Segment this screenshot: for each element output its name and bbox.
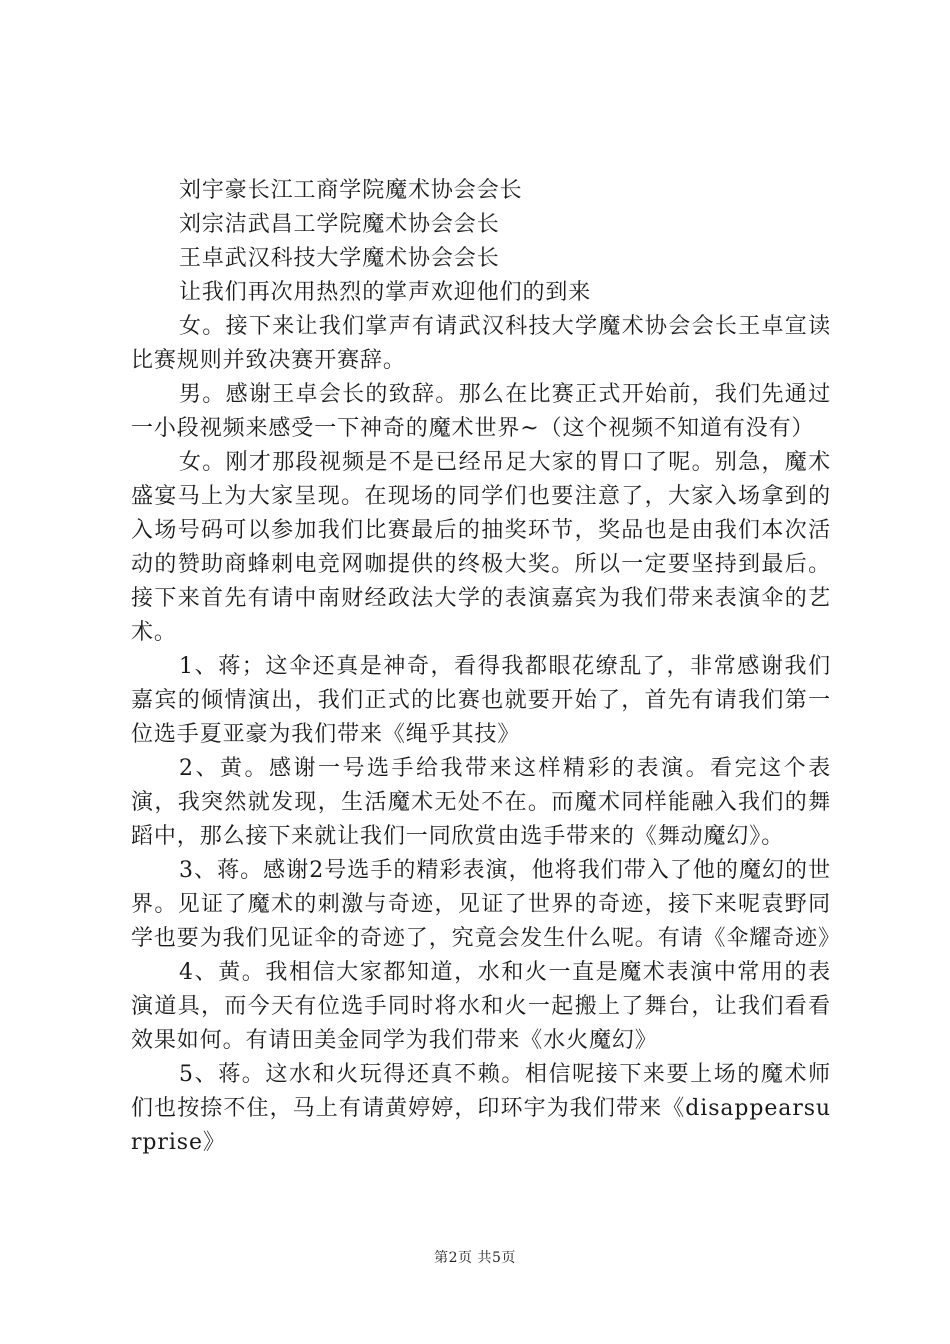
paragraph-10: 3、蒋。感谢2号选手的精彩表演，他将我们带入了他的魔幻的世界。见证了魔术的刺激与奇迹，见证了世界的奇迹，接下来呢袁野同学也要为我们见证伞的奇迹了，究竟会发生什么呢。有请《伞耀奇迹》 <box>131 858 841 951</box>
paragraph-8: 1、蒋；这伞还真是神奇，看得我都眼花缭乱了，非常感谢我们嘉宾的倾情演出，我们正式的比赛也就要开始了，首先有请我们第一位选手夏亚豪为我们带来《绳乎其技》 <box>131 654 831 747</box>
paragraph-12: 5、蒋。这水和火玩得还真不赖。相信呢接下来要上场的魔术师们也按捺不住，马上有请黄婷婷，印环宇为我们带来《disappearsurprise》 <box>131 1062 831 1155</box>
paragraph-2: 刘宗洁武昌工学院魔术协会会长 <box>179 212 500 237</box>
paragraph-9: 2、黄。感谢一号选手给我带来这样精彩的表演。看完这个表演，我突然就发现，生活魔术无处不在。而魔术同样能融入我们的舞蹈中，那么接下来就让我们一同欣赏由选手带来的《舞动魔幻》。 <box>131 756 831 849</box>
paragraph-4: 让我们再次用热烈的掌声欢迎他们的到来 <box>179 280 592 305</box>
paragraph-7: 女。刚才那段视频是不是已经吊足大家的胃口了呢。别急，魔术盛宴马上为大家呈现。在现场的同学们也要注意了，大家入场拿到的入场号码可以参加我们比赛最后的抽奖环节，奖品也是由我们本次活动的赞助商蜂刺电竞网咖提供的终极大奖。所以一定要坚持到最后。接下来首先有请中南财经政法大学的表演嘉宾为我们带来表演伞的艺术。 <box>131 450 831 645</box>
paragraph-11: 4、黄。我相信大家都知道，水和火一直是魔术表演中常用的表演道具，而今天有位选手同时将水和火一起搬上了舞台，让我们看看效果如何。有请田美金同学为我们带来《水火魔幻》 <box>131 960 831 1053</box>
paragraph-6: 男。感谢王卓会长的致辞。那么在比赛正式开始前，我们先通过一小段视频来感受一下神奇的魔术世界~（这个视频不知道有没有） <box>131 382 831 441</box>
paragraph-3: 王卓武汉科技大学魔术协会会长 <box>179 246 500 271</box>
page-number-footer: 第2页 共5页 <box>434 1250 516 1266</box>
paragraph-1: 刘宇豪长江工商学院魔术协会会长 <box>179 178 523 203</box>
paragraph-5: 女。接下来让我们掌声有请武汉科技大学魔术协会会长王卓宣读比赛规则并致决赛开赛辞。 <box>131 314 831 373</box>
document-body <box>131 174 841 1160</box>
